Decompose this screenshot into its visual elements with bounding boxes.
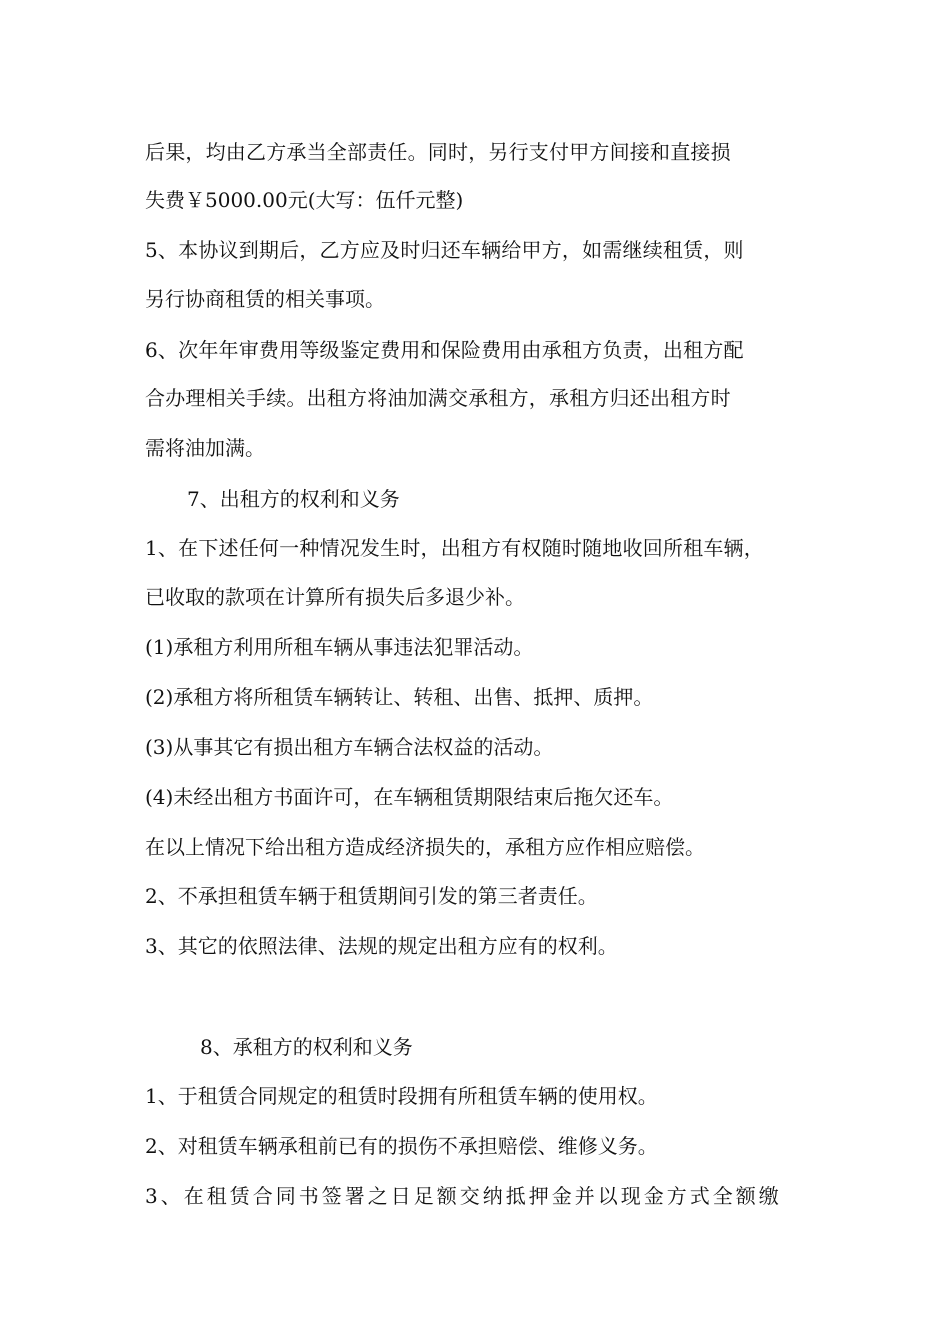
paragraph-line: 失费￥5000.00元(大写：伍仟元整) bbox=[145, 188, 464, 212]
paragraph-line: 后果，均由乙方承当全部责任。同时，另行支付甲方间接和直接损 bbox=[145, 140, 731, 164]
paragraph-line: 需将油加满。 bbox=[145, 436, 265, 460]
list-item: (3)从事其它有损出租方车辆合法权益的活动。 bbox=[145, 735, 554, 759]
clause-6-line: 6、次年年审费用等级鉴定费用和保险费用由承租方负责，出租方配 bbox=[145, 338, 744, 362]
lessor-clause-1-line: 1、在下述任何一种情况发生时，出租方有权随时随地收回所租车辆， bbox=[145, 536, 764, 560]
paragraph-line: 合办理相关手续。出租方将油加满交承租方，承租方归还出租方时 bbox=[145, 386, 731, 410]
lessee-clause-2-line: 2、对租赁车辆承租前已有的损伤不承担赔偿、维修义务。 bbox=[145, 1134, 658, 1158]
clause-5-line: 5、本协议到期后，乙方应及时归还车辆给甲方，如需继续租赁，则 bbox=[145, 238, 744, 262]
lessee-clause-1-line: 1、于租赁合同规定的租赁时段拥有所租赁车辆的使用权。 bbox=[145, 1084, 658, 1108]
list-item: (4)未经出租方书面许可，在车辆租赁期限结束后拖欠还车。 bbox=[145, 785, 674, 809]
lessor-clause-3-line: 3、其它的依照法律、法规的规定出租方应有的权利。 bbox=[145, 934, 618, 958]
list-item: (1)承租方利用所租车辆从事违法犯罪活动。 bbox=[145, 635, 534, 659]
lessor-clause-2-line: 2、不承担租赁车辆于租赁期间引发的第三者责任。 bbox=[145, 884, 598, 908]
lessee-clause-3-line: 3、在租赁合同书签署之日足额交纳抵押金并以现金方式全额缴 bbox=[145, 1184, 782, 1208]
paragraph-line: 已收取的款项在计算所有损失后多退少补。 bbox=[145, 585, 525, 609]
paragraph-line: 另行协商租赁的相关事项。 bbox=[145, 287, 385, 311]
paragraph-line: 在以上情况下给出租方造成经济损失的，承租方应作相应赔偿。 bbox=[145, 835, 705, 859]
section-heading: 8、承租方的权利和义务 bbox=[200, 1035, 413, 1059]
section-heading: 7、出租方的权利和义务 bbox=[187, 487, 400, 511]
list-item: (2)承租方将所租赁车辆转让、转租、出售、抵押、质押。 bbox=[145, 685, 654, 709]
